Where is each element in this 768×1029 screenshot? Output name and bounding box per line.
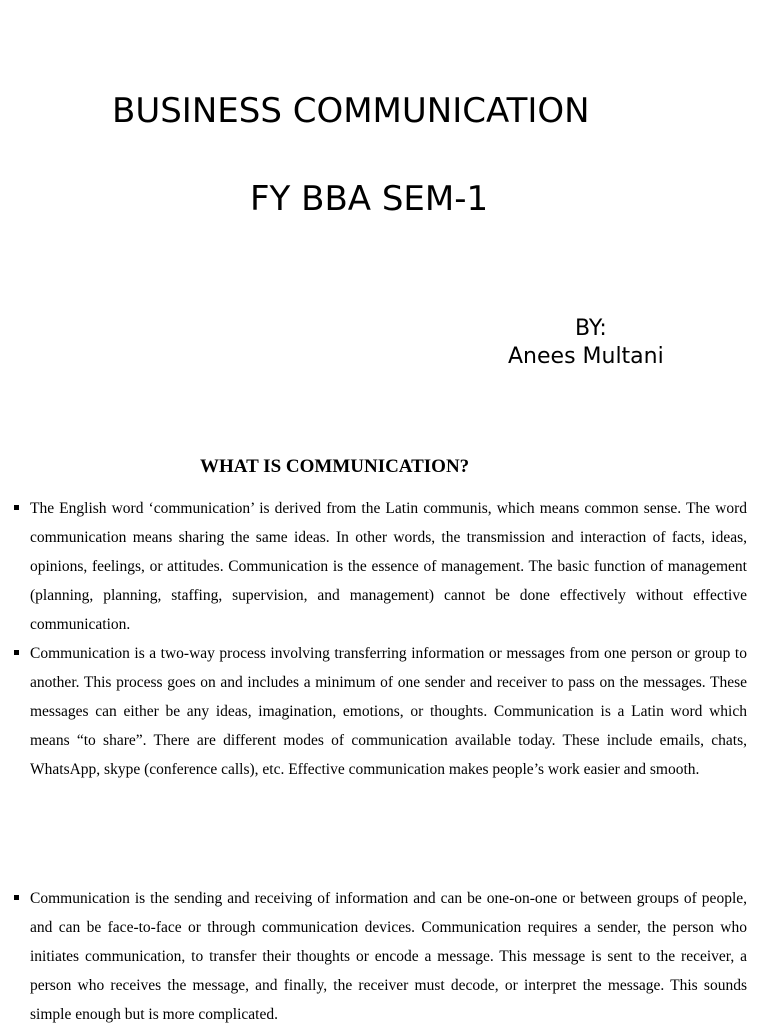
document-title: BUSINESS COMMUNICATION	[112, 91, 590, 131]
bullet-text: Communication is a two-way process involving transferring information or messages from one person or group to another. This process goes on and includes a minimum of one sender and receiver to pass on the messages. These messages can either be any ideas, imagination, emotions, or thoughts. Communication is a Latin word which means “to share”. There are different modes of communication available today. These include emails, chats, WhatsApp, skype (conference calls), etc. Effective communication makes people’s work easier and smooth.	[30, 645, 747, 778]
bullet-item	[0, 494, 768, 639]
bullet-item	[0, 639, 768, 784]
bullet-list	[0, 884, 768, 1029]
bullet-text: The English word ‘communication’ is derived from the Latin communis, which means common sense. The word communication means sharing the same ideas. In other words, the transmission and interaction of facts, ideas, opinions, feelings, or attitudes. Communication is the essence of management. The basic function of management (planning, planning, staffing, supervision, and management) cannot be done effectively without effective communication.	[30, 500, 747, 633]
bullet-list	[0, 494, 768, 784]
author-label: BY:	[575, 316, 607, 341]
square-bullet-icon	[14, 895, 19, 900]
section-heading: WHAT IS COMMUNICATION?	[200, 456, 470, 477]
author-name: Anees Multani	[508, 344, 664, 369]
square-bullet-icon	[14, 505, 19, 510]
bullet-text: Communication is the sending and receiving of information and can be one-on-one or between groups of people, and can be face-to-face or through communication devices. Communication requires a sender, the person who initiates communication, to transfer their thoughts or encode a message. This message is sent to the receiver, a person who receives the message, and finally, the receiver must decode, or interpret the message. This sounds simple enough but is more complicated.	[30, 890, 747, 1023]
document-subtitle: FY BBA SEM-1	[250, 179, 489, 219]
bullet-item	[0, 884, 768, 1029]
square-bullet-icon	[14, 650, 19, 655]
